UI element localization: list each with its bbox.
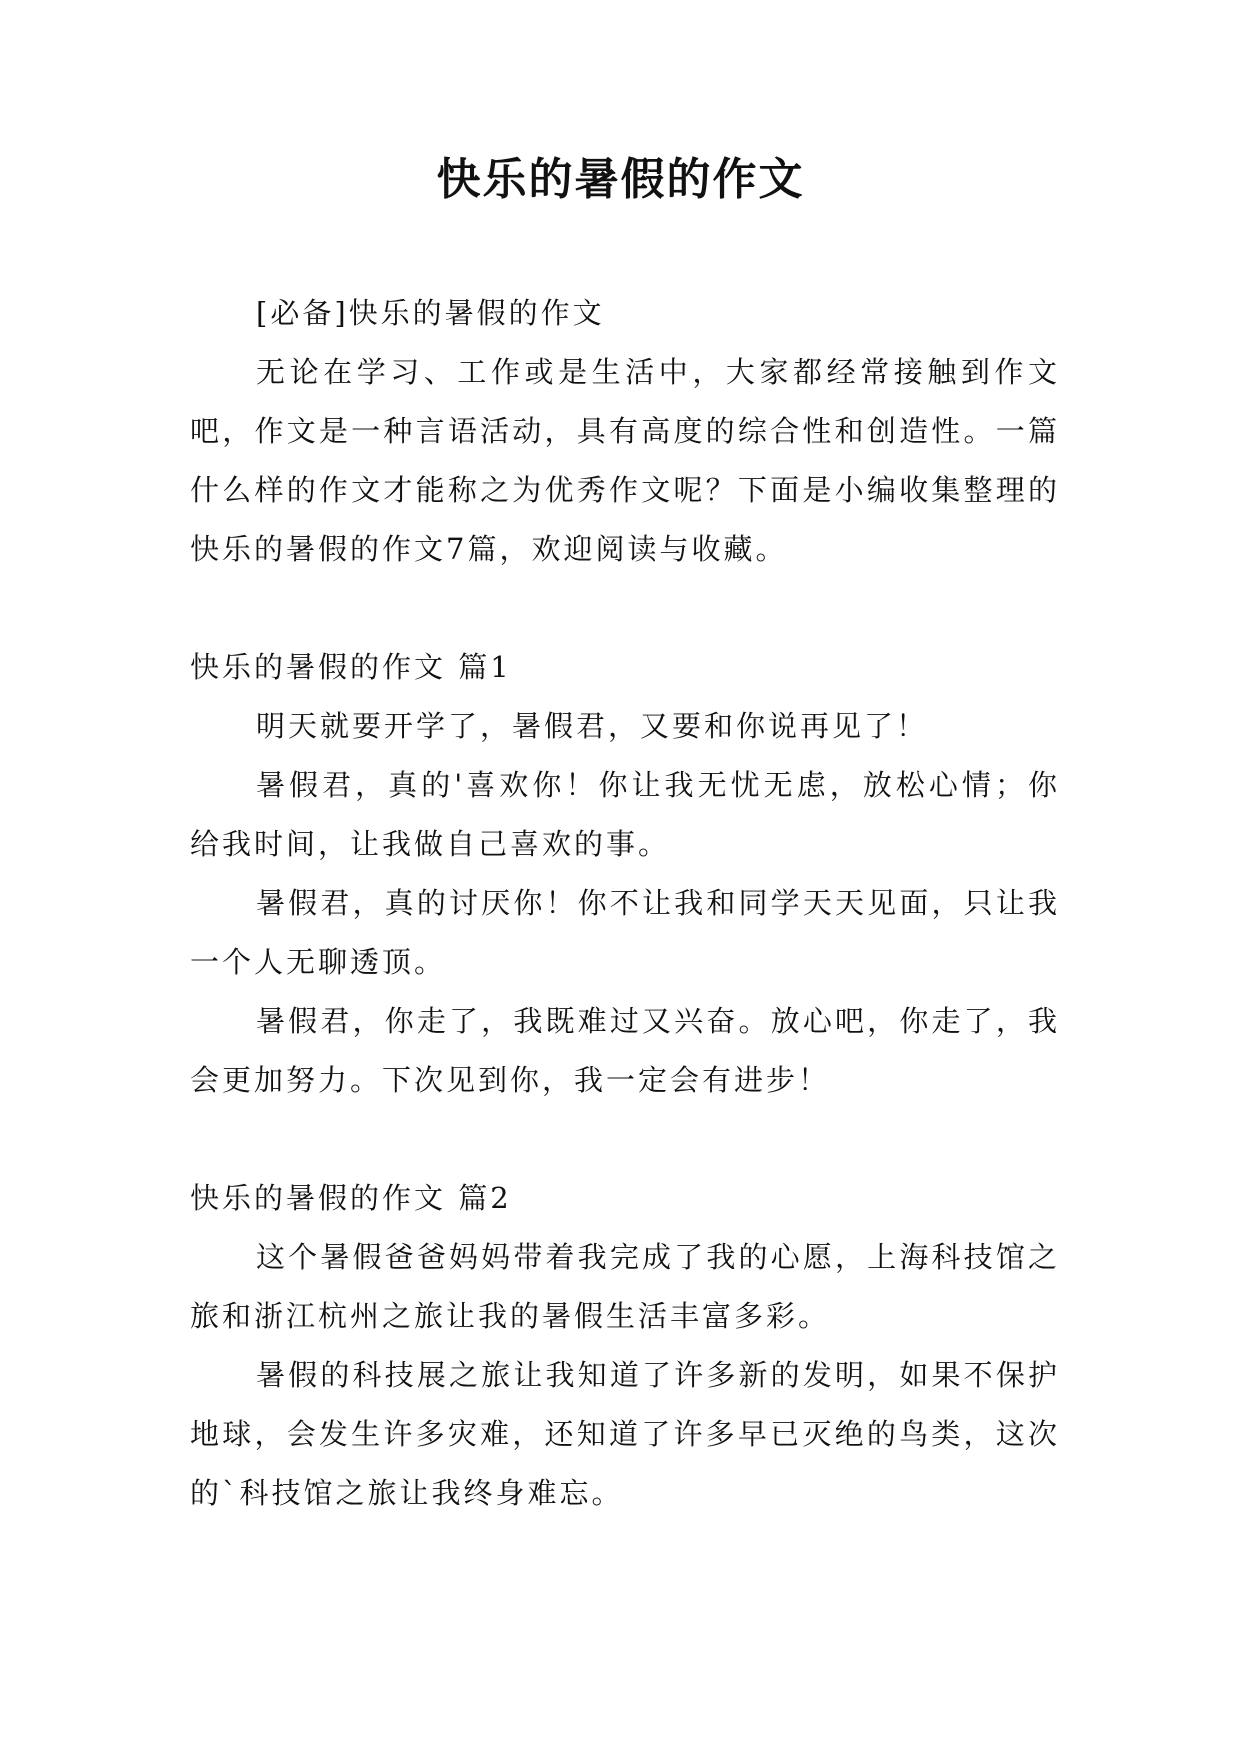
intro-paragraph: 无论在学习、工作或是生活中，大家都经常接触到作文吧，作文是一种言语活动，具有高度的综合性和创造性。一篇什么样的作文才能称之为优秀作文呢？下面是小编收集整理的快乐的暑假的作文7篇，欢迎阅读与收藏。: [190, 355, 1060, 566]
section-1-paragraph-4: 暑假君，你走了，我既难过又兴奋。放心吧，你走了，我会更加努力。下次见到你，我一定会有进步！: [190, 1004, 1060, 1097]
intro-subtitle: [必备]快乐的暑假的作文: [256, 296, 605, 330]
section-heading-1: 快乐的暑假的作文 篇1: [190, 650, 512, 684]
section-1-paragraph-3: 暑假君，真的讨厌你！你不让我和同学天天见面，只让我一个人无聊透顶。: [190, 886, 1060, 979]
section-1-paragraph-1: 明天就要开学了，暑假君，又要和你说再见了！: [256, 709, 929, 743]
section-heading-2: 快乐的暑假的作文 篇2: [190, 1181, 512, 1215]
section-2-paragraph-2: 暑假的科技展之旅让我知道了许多新的发明，如果不保护地球，会发生许多灾难，还知道了许多早已灭绝的鸟类，这次的`科技馆之旅让我终身难忘。: [190, 1358, 1060, 1510]
page-title: 快乐的暑假的作文: [436, 154, 805, 205]
section-1-paragraph-2: 暑假君，真的'喜欢你！你让我无忧无虑，放松心情；你给我时间，让我做自己喜欢的事。: [190, 768, 1060, 861]
document-body: [190, 284, 1060, 1523]
section-2-paragraph-1: 这个暑假爸爸妈妈带着我完成了我的心愿，上海科技馆之旅和浙江杭州之旅让我的暑假生活丰富多彩。: [190, 1240, 1060, 1333]
